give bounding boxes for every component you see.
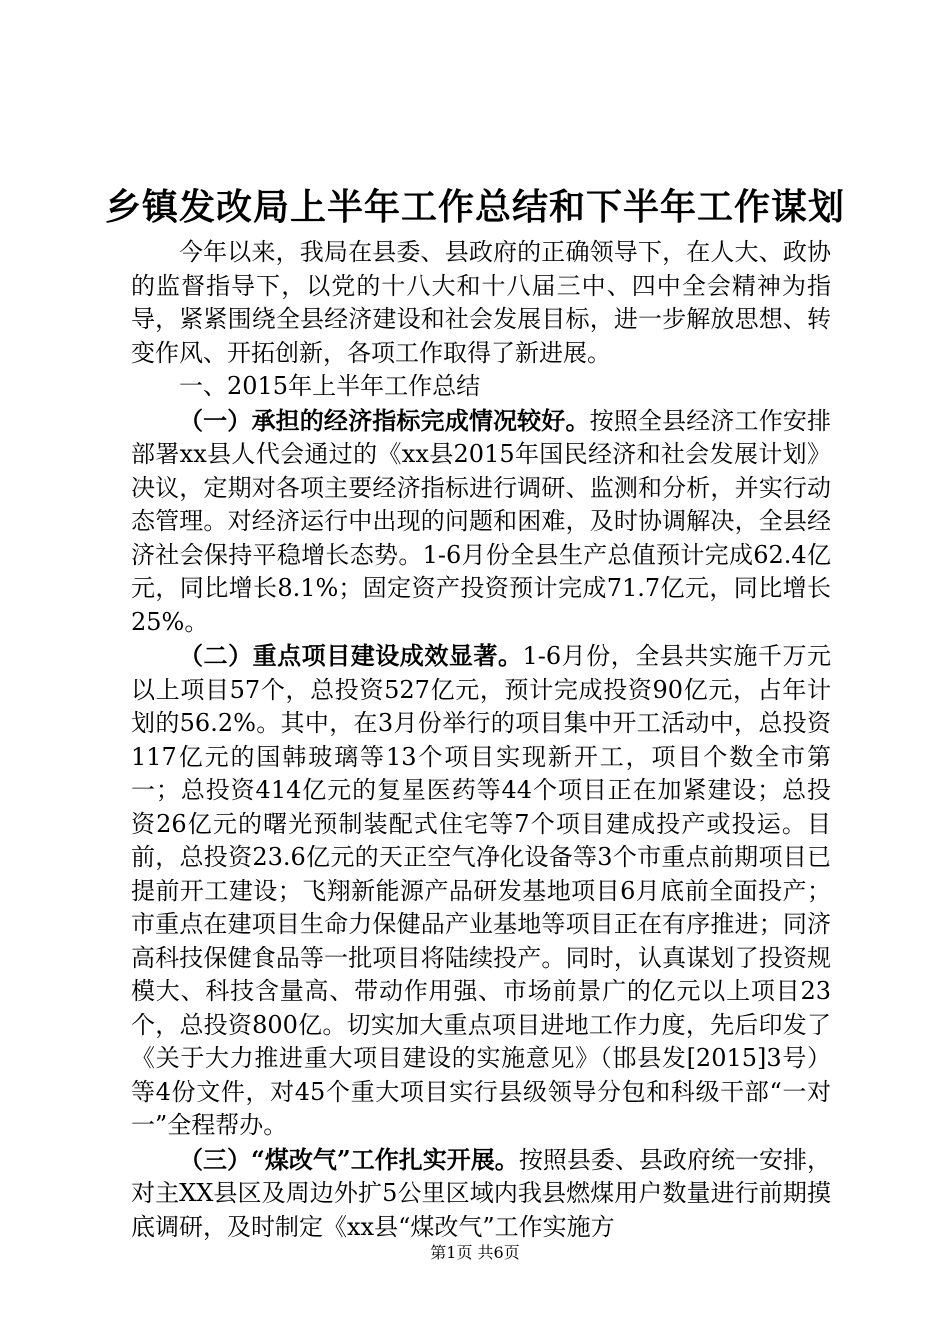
item-2-text: 1-6月份，全县共实施千万元以上项目57个，总投资527亿元，预计完成投资90亿元，占年计划的56.2%。其中，在3月份举行的项目集中开工活动中，总投资117亿元的国韩玻璃等13个项目实现新开工，项目个数全市第一；总投资414亿元的复星医药等44个项目正在加紧建设；总投资26亿元的曙光预制装配式住宅等7个项目建成投产或投运。目前，总投资23.6亿元的天正空气净化设备等3个市重点前期项目已提前开工建设；飞翔新能源产品研发基地项目6月底前全面投产；市重点在建项目生命力保健品产业基地等项目正在有序推进；同济高科技保健食品等一批项目将陆续投产。同时，认真谋划了投资规模大、科技含量高、带动作用强、市场前景广的亿元以上项目23个，总投资800亿。切实加大重点项目进地工作力度，先后印发了《关于大力推进重大项目建设的实施意见》（邯县发[2015]3号）等4份文件，对45个重大项目实行县级领导分包和科级干部“一对一”全程帮办。 [131, 642, 832, 1139]
item-1-paragraph [131, 404, 831, 640]
item-2-lead: （二）重点项目建设成效显著。 [179, 641, 523, 670]
document-title: 乡镇发改局上半年工作总结和下半年工作谋划 [104, 186, 845, 228]
item-3-paragraph [131, 1143, 831, 1245]
item-1-lead: （一）承担的经济指标完成情况较好。 [179, 405, 590, 435]
document-body [131, 236, 831, 1244]
section-heading: 一、2015年上半年工作总结 [179, 372, 481, 400]
item-1-text: 按照全县经济工作安排部署xx县人代会通过的《xx县2015年国民经济和社会发展计划》决议，定期对各项主要经济指标进行调研、监测和分析，并实行动态管理。对经济运行中出现的问题和困难，及时协调解决，全县经济社会保持平稳增长态势。1-6月份全县生产总值预计完成62.4亿元，同比增长8.1%；固定资产投资预计完成71.7亿元，同比增长25%。 [131, 406, 832, 636]
intro-paragraph: 今年以来，我局在县委、县政府的正确领导下，在人大、政协的监督指导下，以党的十八大和十八届三中、四中全会精神为指导，紧紧围绕全县经济建设和社会发展目标，进一步解放思想、转变作风、开拓创新，各项工作取得了新进展。 [131, 238, 831, 367]
item-3-lead: （三）“煤改气”工作扎实开展。 [179, 1144, 519, 1174]
page-footer: 第1页 共6页 [430, 1243, 520, 1262]
item-3-text: 按照县委、县政府统一安排，对主XX县区及周边外扩5公里区域内我县燃煤用户数量进行前期摸底调研，及时制定《xx县“煤改气”工作实施方 [131, 1145, 832, 1241]
item-2-paragraph [131, 639, 831, 1143]
